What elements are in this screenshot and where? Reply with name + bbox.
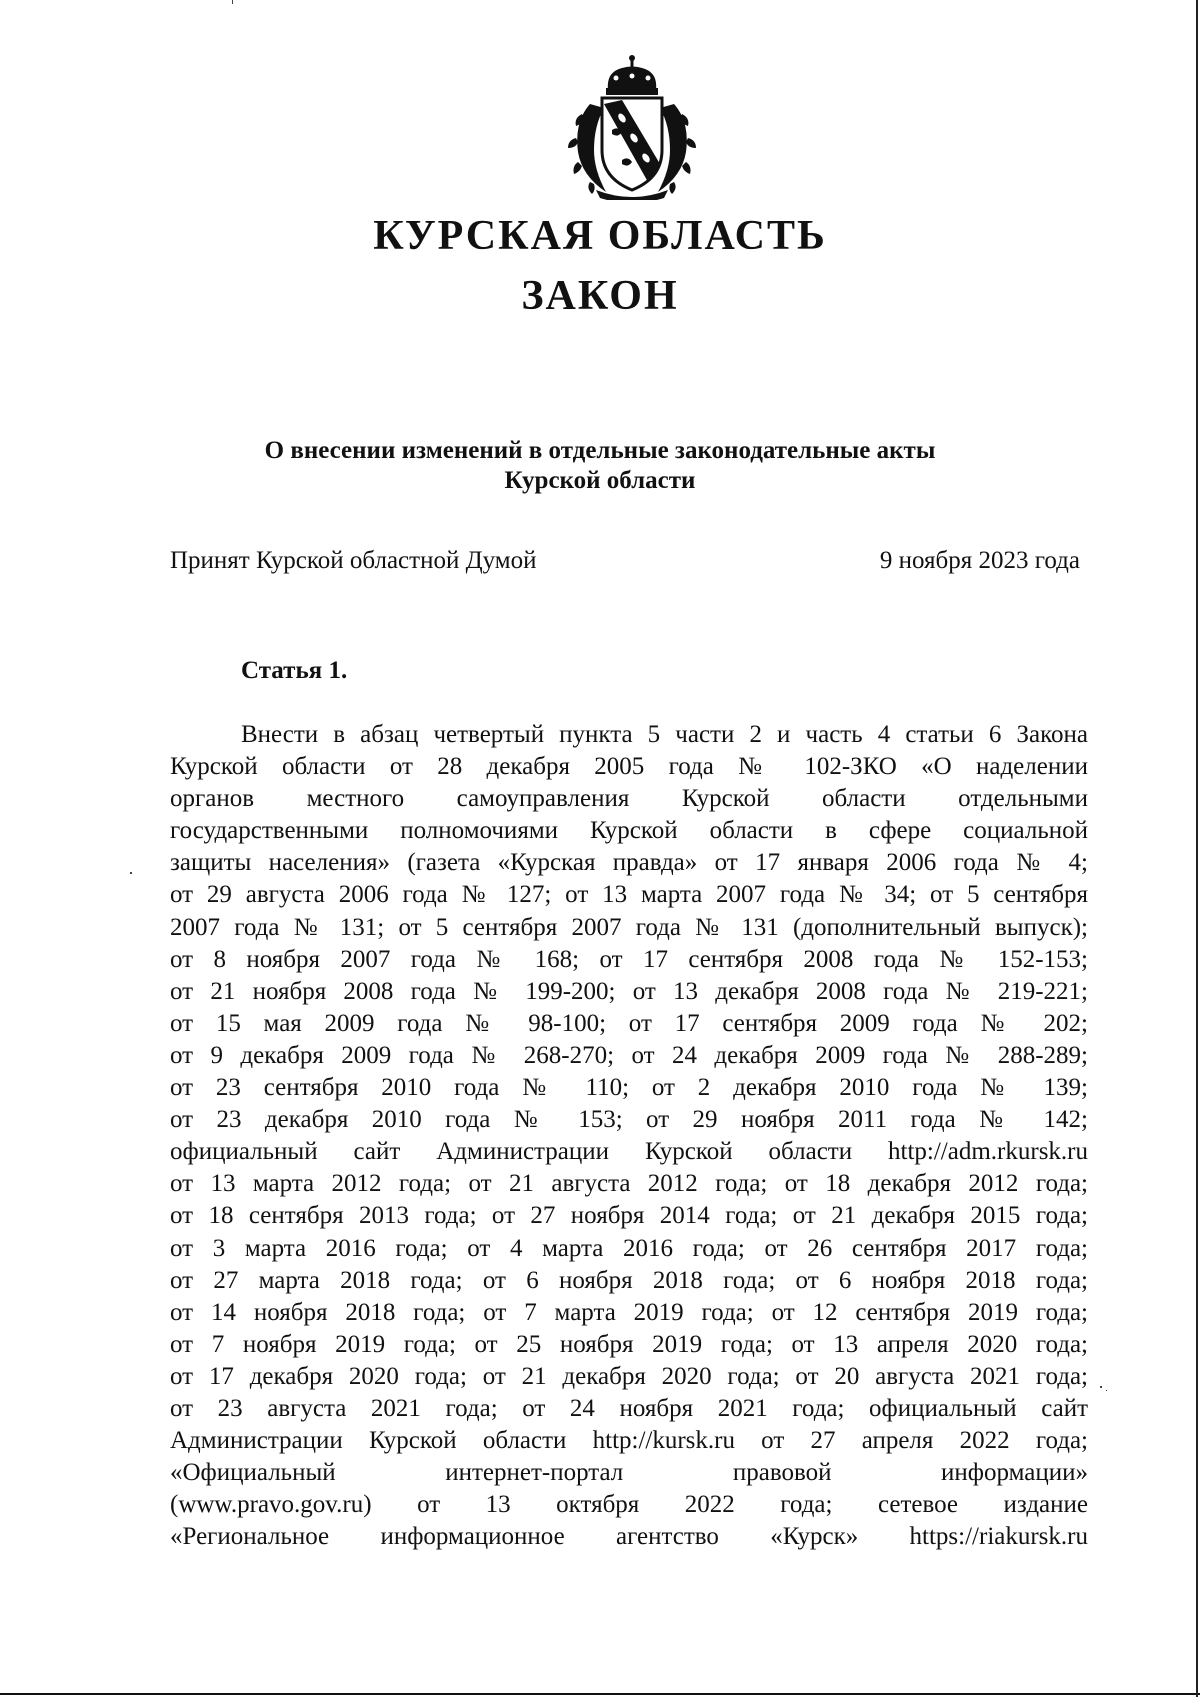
document-type-heading: ЗАКОН (521, 273, 679, 319)
body-line: Курской области от 28 декабря 2005 года № 102-ЗКО «О наделении (170, 753, 1088, 781)
body-line: от 23 августа 2021 года; от 24 ноября 2021 года; официальный сайт (170, 1394, 1088, 1422)
body-line: 2007 года № 131; от 5 сентября 2007 года № 131 (дополнительный выпуск); (170, 913, 1088, 941)
body-line: от 3 марта 2016 года; от 4 марта 2016 года; от 26 сентября 2017 года; (170, 1234, 1088, 1262)
body-line: от 27 марта 2018 года; от 6 ноября 2018 года; от 6 ноября 2018 года; (170, 1266, 1088, 1294)
body-line: (www.pravo.gov.ru) от 13 октября 2022 года; сетевое издание (170, 1491, 1088, 1519)
scan-speck (130, 872, 132, 874)
body-line: от 15 мая 2009 года № 98-100; от 17 сентября 2009 года № 202; (170, 1009, 1088, 1037)
body-line: от 23 сентября 2010 года № 110; от 2 декабря 2010 года № 139; (170, 1074, 1088, 1102)
coat-of-arms-emblem (560, 52, 704, 200)
body-line: от 23 декабря 2010 года № 153; от 29 ноября 2011 года № 142; (170, 1106, 1088, 1134)
body-line: от 21 ноября 2008 года № 199-200; от 13 декабря 2008 года № 219-221; (170, 977, 1088, 1005)
body-line: от 7 ноября 2019 года; от 25 ноября 2019 года; от 13 апреля 2020 года; (170, 1330, 1088, 1358)
scan-right-edge (1196, 0, 1198, 1697)
body-line: от 29 августа 2006 года № 127; от 13 марта 2007 года № 34; от 5 сентября (170, 881, 1088, 909)
law-title-line-1: О внесении изменений в отдельные законодательные акты (264, 437, 936, 464)
region-heading: КУРСКАЯ ОБЛАСТЬ (373, 213, 827, 259)
body-line: Внести в абзац четвертый пункта 5 части 2 и часть 4 статьи 6 Закона (241, 721, 1088, 748)
body-line: Администрации Курской области http://kursk.ru от 27 апреля 2022 года; (170, 1427, 1088, 1455)
body-line: государственными полномочиями Курской области в сфере социальной (170, 817, 1088, 845)
adopted-by: Принят Курской областной Думой (170, 547, 537, 574)
body-line: от 14 ноября 2018 года; от 7 марта 2019 года; от 12 сентября 2019 года; (170, 1298, 1088, 1326)
body-line: «Официальный интернет-портал правовой информации» (170, 1459, 1088, 1487)
body-line: от 18 сентября 2013 года; от 27 ноября 2014 года; от 21 декабря 2015 года; (170, 1202, 1088, 1230)
body-line: «Региональное информационное агентство «Курск» https://riakursk.ru (170, 1523, 1088, 1551)
body-line: от 8 ноября 2007 года № 168; от 17 сентября 2008 года № 152-153; (170, 945, 1088, 973)
body-line: от 13 марта 2012 года; от 21 августа 2012 года; от 18 декабря 2012 года; (170, 1170, 1088, 1198)
scan-speck (1100, 1386, 1102, 1388)
body-line: органов местного самоуправления Курской области отдельными (170, 785, 1088, 813)
law-title (150, 436, 1050, 496)
body-line: официальный сайт Администрации Курской области http://adm.rkursk.ru (170, 1138, 1088, 1166)
scan-speck (1106, 1390, 1107, 1391)
scan-speck (232, 0, 233, 4)
law-title-line-2: Курской области (504, 467, 696, 494)
article-body (170, 719, 1088, 1553)
scan-bottom-edge (0, 1693, 1200, 1695)
body-line: защиты населения» (газета «Курская правда» от 17 января 2006 года № 4; (170, 849, 1088, 877)
body-line: от 17 декабря 2020 года; от 21 декабря 2020 года; от 20 августа 2021 года; (170, 1362, 1088, 1390)
article-heading: Статья 1. (241, 657, 348, 684)
body-line: от 9 декабря 2009 года № 268-270; от 24 декабря 2009 года № 288-289; (170, 1041, 1088, 1069)
adoption-date: 9 ноября 2023 года (879, 547, 1080, 574)
